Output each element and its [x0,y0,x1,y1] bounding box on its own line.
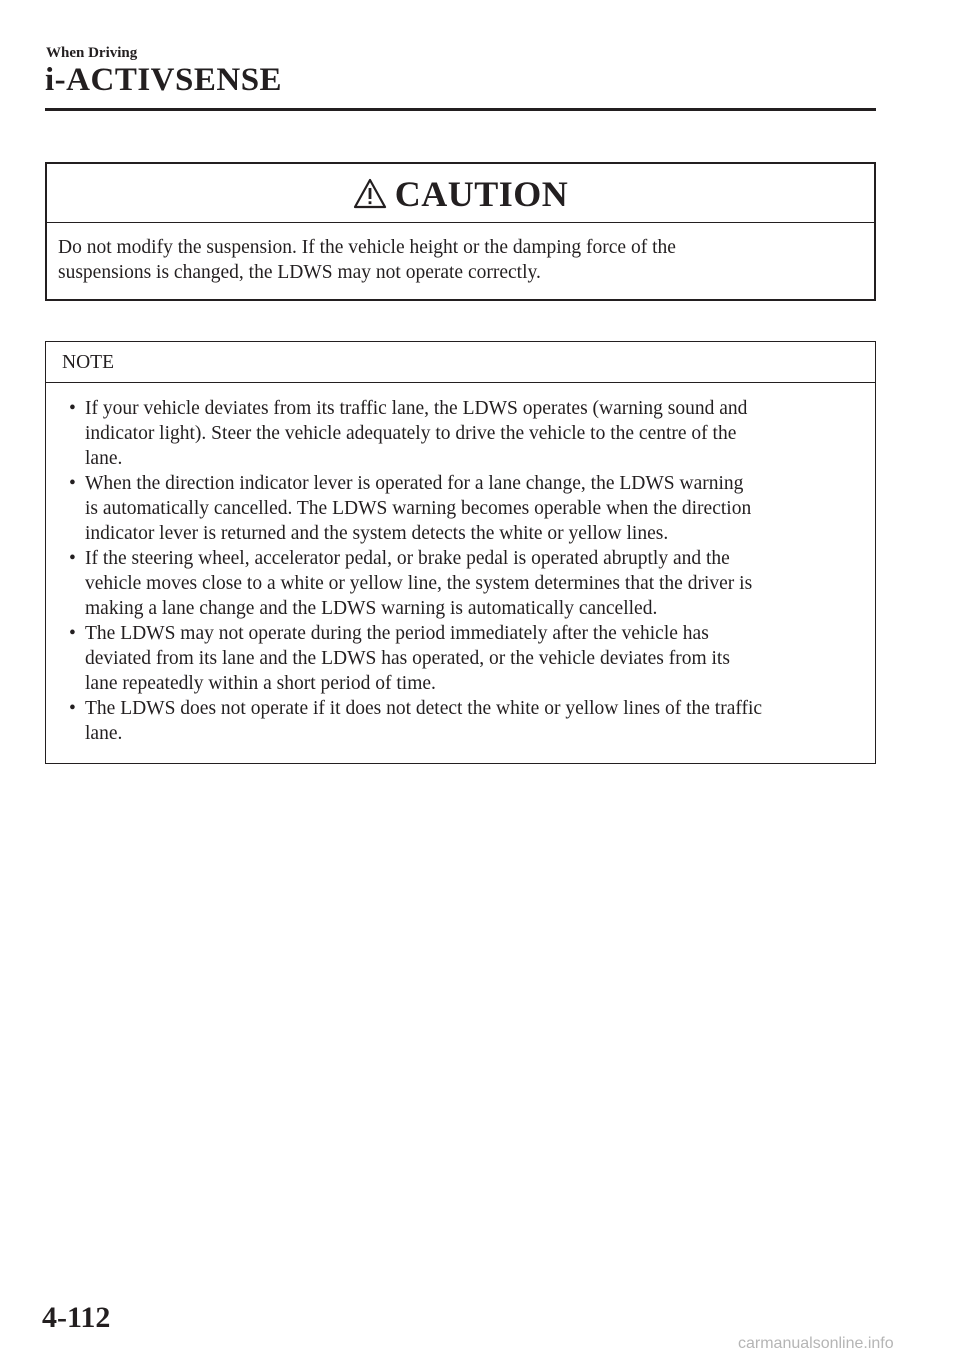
note-item [46,396,875,471]
note-box [45,341,876,764]
note-item [46,621,875,696]
header-rule [45,108,876,111]
note-line: indicator lever is returned and the system detects the white or yellow lines. [85,523,669,544]
note-line: lane repeatedly within a short period of time. [85,673,436,694]
note-line: If the steering wheel, accelerator pedal, or brake pedal is operated abruptly and the [85,548,730,569]
note-line: deviated from its lane and the LDWS has operated, or the vehicle deviates from its [85,648,730,669]
warning-triangle-icon [353,178,387,209]
caution-text-line: Do not modify the suspension. If the vehicle height or the damping force of the [58,237,676,258]
note-list [46,383,875,746]
note-item [46,471,875,546]
note-header [46,342,875,383]
caution-body [47,223,874,285]
note-line: making a lane change and the LDWS warning is automatically cancelled. [85,598,658,619]
note-line: The LDWS does not operate if it does not detect the white or yellow lines of the traffic [85,698,763,719]
bullet-icon: • [69,398,76,419]
watermark: carmanualsonline.info [738,1335,894,1352]
note-line: vehicle moves close to a white or yellow line, the system determines that the driver is [85,573,753,594]
note-line: lane. [85,448,123,469]
note-line: indicator light). Steer the vehicle adequately to drive the vehicle to the centre of the [85,423,737,444]
note-item [46,696,875,746]
caution-box [45,162,876,301]
bullet-icon: • [69,623,76,644]
note-line: When the direction indicator lever is operated for a lane change, the LDWS warning [85,473,744,494]
page-number: 4-112 [42,1301,111,1334]
bullet-icon: • [69,548,76,569]
section-label: When Driving [46,45,138,61]
page-title: i-ACTIVSENSE [45,62,283,98]
note-line: lane. [85,723,123,744]
bullet-icon: • [69,698,76,719]
caution-text-line: suspensions is changed, the LDWS may not operate correctly. [58,262,541,283]
caution-title: CAUTION [394,174,569,214]
note-line: If your vehicle deviates from its traffic lane, the LDWS operates (warning sound and [85,398,748,419]
caution-header [47,164,874,223]
note-line: The LDWS may not operate during the period immediately after the vehicle has [85,623,709,644]
bullet-icon: • [69,473,76,494]
note-line: is automatically cancelled. The LDWS warning becomes operable when the direction [85,498,752,519]
note-title: NOTE [62,352,114,373]
note-item [46,546,875,621]
